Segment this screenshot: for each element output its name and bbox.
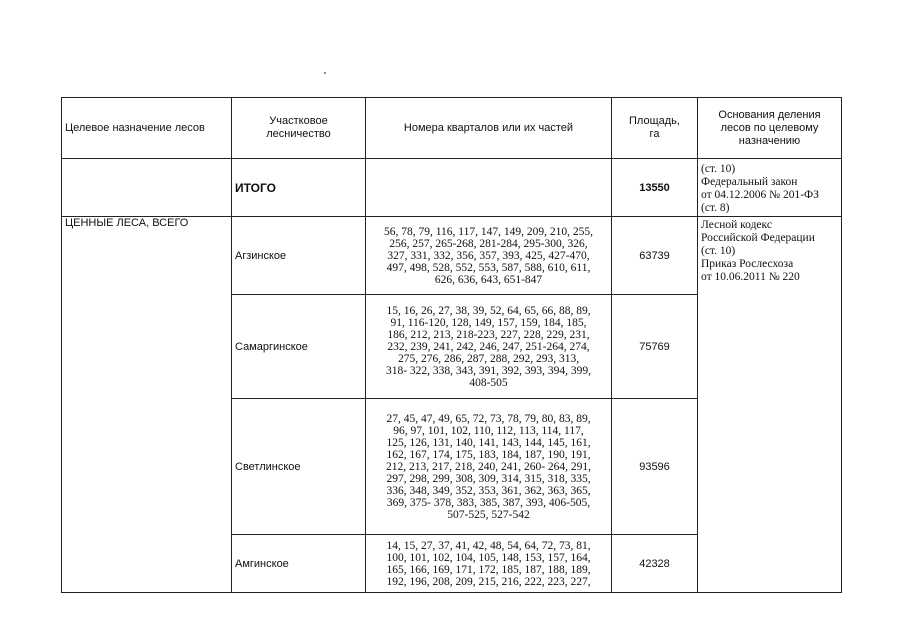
area-cell: 42328 (612, 535, 698, 593)
quarters-cell: 56, 78, 79, 116, 117, 147, 149, 209, 210, 255, 256, 257, 265-268, 281-284, 295-300, 326, 327, 331, 332, 356, 357, 393, 425, 427-470, 497, 498, 528, 552, 553, 587, 588, 610, 611, 626, 636, 643, 651-847 (366, 217, 612, 295)
section-purpose: ЦЕННЫЕ ЛЕСА, ВСЕГО (62, 217, 232, 593)
forestry-name: Агзинское (232, 217, 366, 295)
area-cell: 75769 (612, 295, 698, 399)
forestry-name: Светлинское (232, 399, 366, 535)
header-basis: Основания деления лесов по целевому назначению (698, 98, 842, 159)
total-label: ИТОГО (232, 159, 366, 217)
header-purpose: Целевое назначение лесов (62, 98, 232, 159)
area-cell: 63739 (612, 217, 698, 295)
total-basis: (ст. 10) Федеральный закон от 04.12.2006 № 201-ФЗ (ст. 8) (698, 159, 842, 217)
scan-speck (324, 72, 326, 74)
quarters-cell: 27, 45, 47, 49, 65, 72, 73, 78, 79, 80, 83, 89, 96, 97, 101, 102, 110, 112, 113, 114, 117, 125, 126, 131, 140, 141, 143, 144, 145, 161, 162, 167, 174, 175, 183, 184, 187, 190, 191, 212, 213, 217, 218, 240, 241, 260- 264, 291, 297, 298, 299, 308, 309, 314, 315, 318, 335, 336, 348, 349, 352, 353, 361, 362, 363, 365, 369, 375- 378, 383, 385, 387, 393, 406-505, 507-525, 527-542 (366, 399, 612, 535)
total-area: 13550 (612, 159, 698, 217)
total-row (62, 159, 842, 217)
header-quarters: Номера кварталов или их частей (366, 98, 612, 159)
forestry-name: Самаргинское (232, 295, 366, 399)
total-quarters-cell (366, 159, 612, 217)
table-row (62, 217, 842, 295)
forest-purpose-table (61, 97, 842, 593)
header-row (62, 98, 842, 159)
total-purpose-cell (62, 159, 232, 217)
area-cell: 93596 (612, 399, 698, 535)
header-area: Площадь, га (612, 98, 698, 159)
header-forestry: Участковое лесничество (232, 98, 366, 159)
quarters-cell: 14, 15, 27, 37, 41, 42, 48, 54, 64, 72, 73, 81, 100, 101, 102, 104, 105, 148, 153, 157, 164, 165, 166, 169, 171, 172, 185, 187, 188, 189, 192, 196, 208, 209, 215, 216, 222, 223, 227, (366, 535, 612, 593)
quarters-cell: 15, 16, 26, 27, 38, 39, 52, 64, 65, 66, 88, 89, 91, 116-120, 128, 149, 157, 159, 184, 185, 186, 212, 213, 218-223, 227, 228, 229, 231, 232, 239, 241, 242, 246, 247, 251-264, 274, 275, 276, 286, 287, 288, 292, 293, 313, 318- 322, 338, 343, 391, 392, 393, 394, 399, 408-505 (366, 295, 612, 399)
forestry-name: Амгинское (232, 535, 366, 593)
section-basis: Лесной кодекс Российской Федерации (ст. 10) Приказ Рослесхоза от 10.06.2011 № 220 (698, 217, 842, 593)
